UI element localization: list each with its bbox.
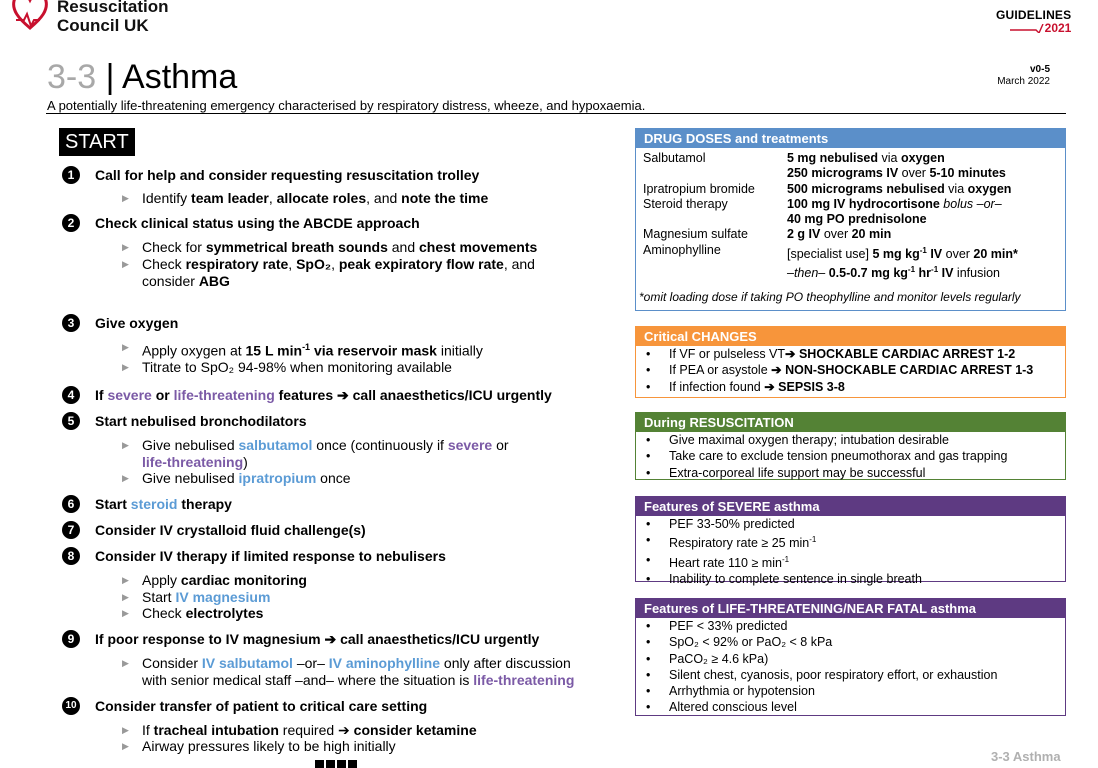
list-item: • Respiratory rate ≥ 25 $\min^{-1}$ [636, 532, 1065, 551]
start-label: START [59, 128, 135, 156]
step-10-detail-b: ▶ Airway pressures likely to be high initially [122, 738, 396, 754]
list-item: • If VF or pulseless VT➔ SHOCKABLE CARDIAC ARREST 1-2 [636, 346, 1065, 362]
drug-doses-table [643, 151, 1018, 282]
life-threatening-asthma-box [635, 598, 1066, 716]
page-title: 3-3 | Asthma [47, 58, 238, 96]
page-tiles-icon [315, 760, 357, 768]
check-line-icon [1010, 24, 1044, 33]
list-item: • PEF 33-50% predicted [636, 516, 1065, 532]
list-item: • SpO₂ < 92% or PaO₂ < 8 kPa [636, 634, 1065, 650]
step-7: 7 Consider IV crystalloid fluid challenge(s) [62, 521, 366, 539]
version-info: v0-5 March 2022 [997, 64, 1050, 87]
step-5-detail-a: ▶ Give nebulised salbutamol once (continuously if severe or life-threatening) [122, 437, 509, 470]
step-5-detail-b: ▶ Give nebulised ipratropium once [122, 470, 351, 486]
step-8-detail-c: ▶ Check electrolytes [122, 605, 264, 621]
drug-row-magnesium: Magnesium sulfate 2 g IV over 20 min [643, 227, 892, 242]
drug-row-steroid: Steroid therapy 100 mg IV hydrocortisone bolus –or– 40 mg PO prednisolone [643, 196, 1002, 227]
list-item: • Arrhythmia or hypotension [636, 683, 1065, 699]
life-threatening-asthma-header: Features of LIFE-THREATENING/NEAR FATAL asthma [636, 599, 1065, 618]
during-resuscitation-box [635, 412, 1066, 480]
severe-asthma-box [635, 496, 1066, 587]
step-3-detail-a: ▶ Apply oxygen at 15 L $\min^{-1}$ via reservoir mask initially [122, 342, 483, 359]
list-item: • Take care to exclude tension pneumothorax and gas trapping [636, 448, 1065, 464]
step-9-detail: ▶ Consider IV salbutamol –or– IV aminophylline only after discussion with senior medical staff –and– where the situation is life-threatening [122, 655, 575, 688]
step-8: 8 Consider IV therapy if limited response to nebulisers [62, 547, 446, 565]
drug-row-aminophylline: Aminophylline [specialist use] 5 mg $kg^{-1}$ IV over 20 min* –then– 0.5-0.7 mg $kg^{-1}$ $hr^{-1}$ IV infusion [643, 242, 1018, 281]
step-8-detail-b: ▶ Start IV magnesium [122, 589, 271, 605]
severe-asthma-header: Features of SEVERE asthma [636, 497, 1065, 516]
list-item: • Heart rate $110 \ge \min^{-1}$ [636, 552, 1065, 571]
list-item: • Altered conscious level [636, 699, 1065, 715]
list-item: • Silent chest, cyanosis, poor respiratory effort, or exhaustion [636, 667, 1065, 683]
step-9: 9 If poor response to IV magnesium ➔ call anaesthetics/ICU urgently [62, 630, 539, 648]
during-resuscitation-header: During RESUSCITATION [636, 413, 1065, 432]
step-4: 4 If severe or life-threatening features ➔ call anaesthetics/ICU urgently [62, 386, 552, 404]
list-item: • Inability to complete sentence in single breath [636, 571, 1065, 587]
step-10-detail-a: ▶ If tracheal intubation required ➔ consider ketamine [122, 722, 477, 738]
arrow-icon: ➔ [771, 363, 782, 378]
step-3-detail-b: ▶ Titrate to SpO₂ 94-98% when monitoring available [122, 359, 452, 375]
step-2-detail-b: ▶ Check respiratory rate, SpO₂, peak expiratory flow rate, and consider ABG [122, 256, 535, 289]
list-item: • PaCO₂ ≥ 4.6 kPa) [636, 651, 1065, 667]
organisation-name: Resuscitation Council UK [57, 0, 169, 35]
step-1: 1 Call for help and consider requesting resuscitation trolley [62, 166, 479, 184]
list-item: • If infection found ➔ SEPSIS 3-8 [636, 379, 1065, 395]
guidelines-badge: GUIDELINES 2021 [996, 8, 1072, 35]
drug-doses-box [635, 128, 1066, 311]
page-footer: 3-3 Asthma [991, 749, 1061, 764]
page-subtitle: A potentially life-threatening emergency characterised by respiratory distress, wheeze, and hypoxaemia. [47, 98, 646, 113]
critical-changes-box [635, 326, 1066, 398]
drug-doses-note: *omit loading dose if taking PO theophylline and monitor levels regularly [639, 290, 1021, 304]
step-2-detail-a: ▶ Check for symmetrical breath sounds and chest movements [122, 239, 538, 255]
step-8-detail-a: ▶ Apply cardiac monitoring [122, 572, 307, 588]
step-6: 6 Start steroid therapy [62, 495, 232, 513]
step-2: 2 Check clinical status using the ABCDE approach [62, 214, 420, 232]
arrow-icon: ➔ [785, 347, 796, 361]
heart-logo-icon [10, 0, 50, 34]
step-1-detail: ▶ Identify team leader, allocate roles, and note the time [122, 190, 489, 206]
list-item: • PEF < 33% predicted [636, 618, 1065, 634]
critical-changes-header: Critical CHANGES [636, 327, 1065, 346]
step-10: 10 Consider transfer of patient to critical care setting [62, 697, 427, 715]
list-item: • If PEA or asystole ➔ NON-SHOCKABLE CARDIAC ARREST 1-3 [636, 362, 1065, 378]
divider [46, 113, 1066, 114]
drug-doses-header: DRUG DOSES and treatments [636, 129, 1065, 148]
step-5: 5 Start nebulised bronchodilators [62, 412, 307, 430]
drug-row-ipratropium: Ipratropium bromide 500 micrograms nebulised via oxygen [643, 181, 1012, 196]
list-item: • Give maximal oxygen therapy; intubation desirable [636, 432, 1065, 448]
drug-row-salbutamol: Salbutamol 5 mg nebulised via oxygen 250 micrograms IV over 5-10 minutes [643, 151, 1006, 181]
arrow-icon: ➔ [764, 379, 775, 394]
step-3: 3 Give oxygen [62, 314, 178, 332]
list-item: • Extra-corporeal life support may be successful [636, 465, 1065, 481]
